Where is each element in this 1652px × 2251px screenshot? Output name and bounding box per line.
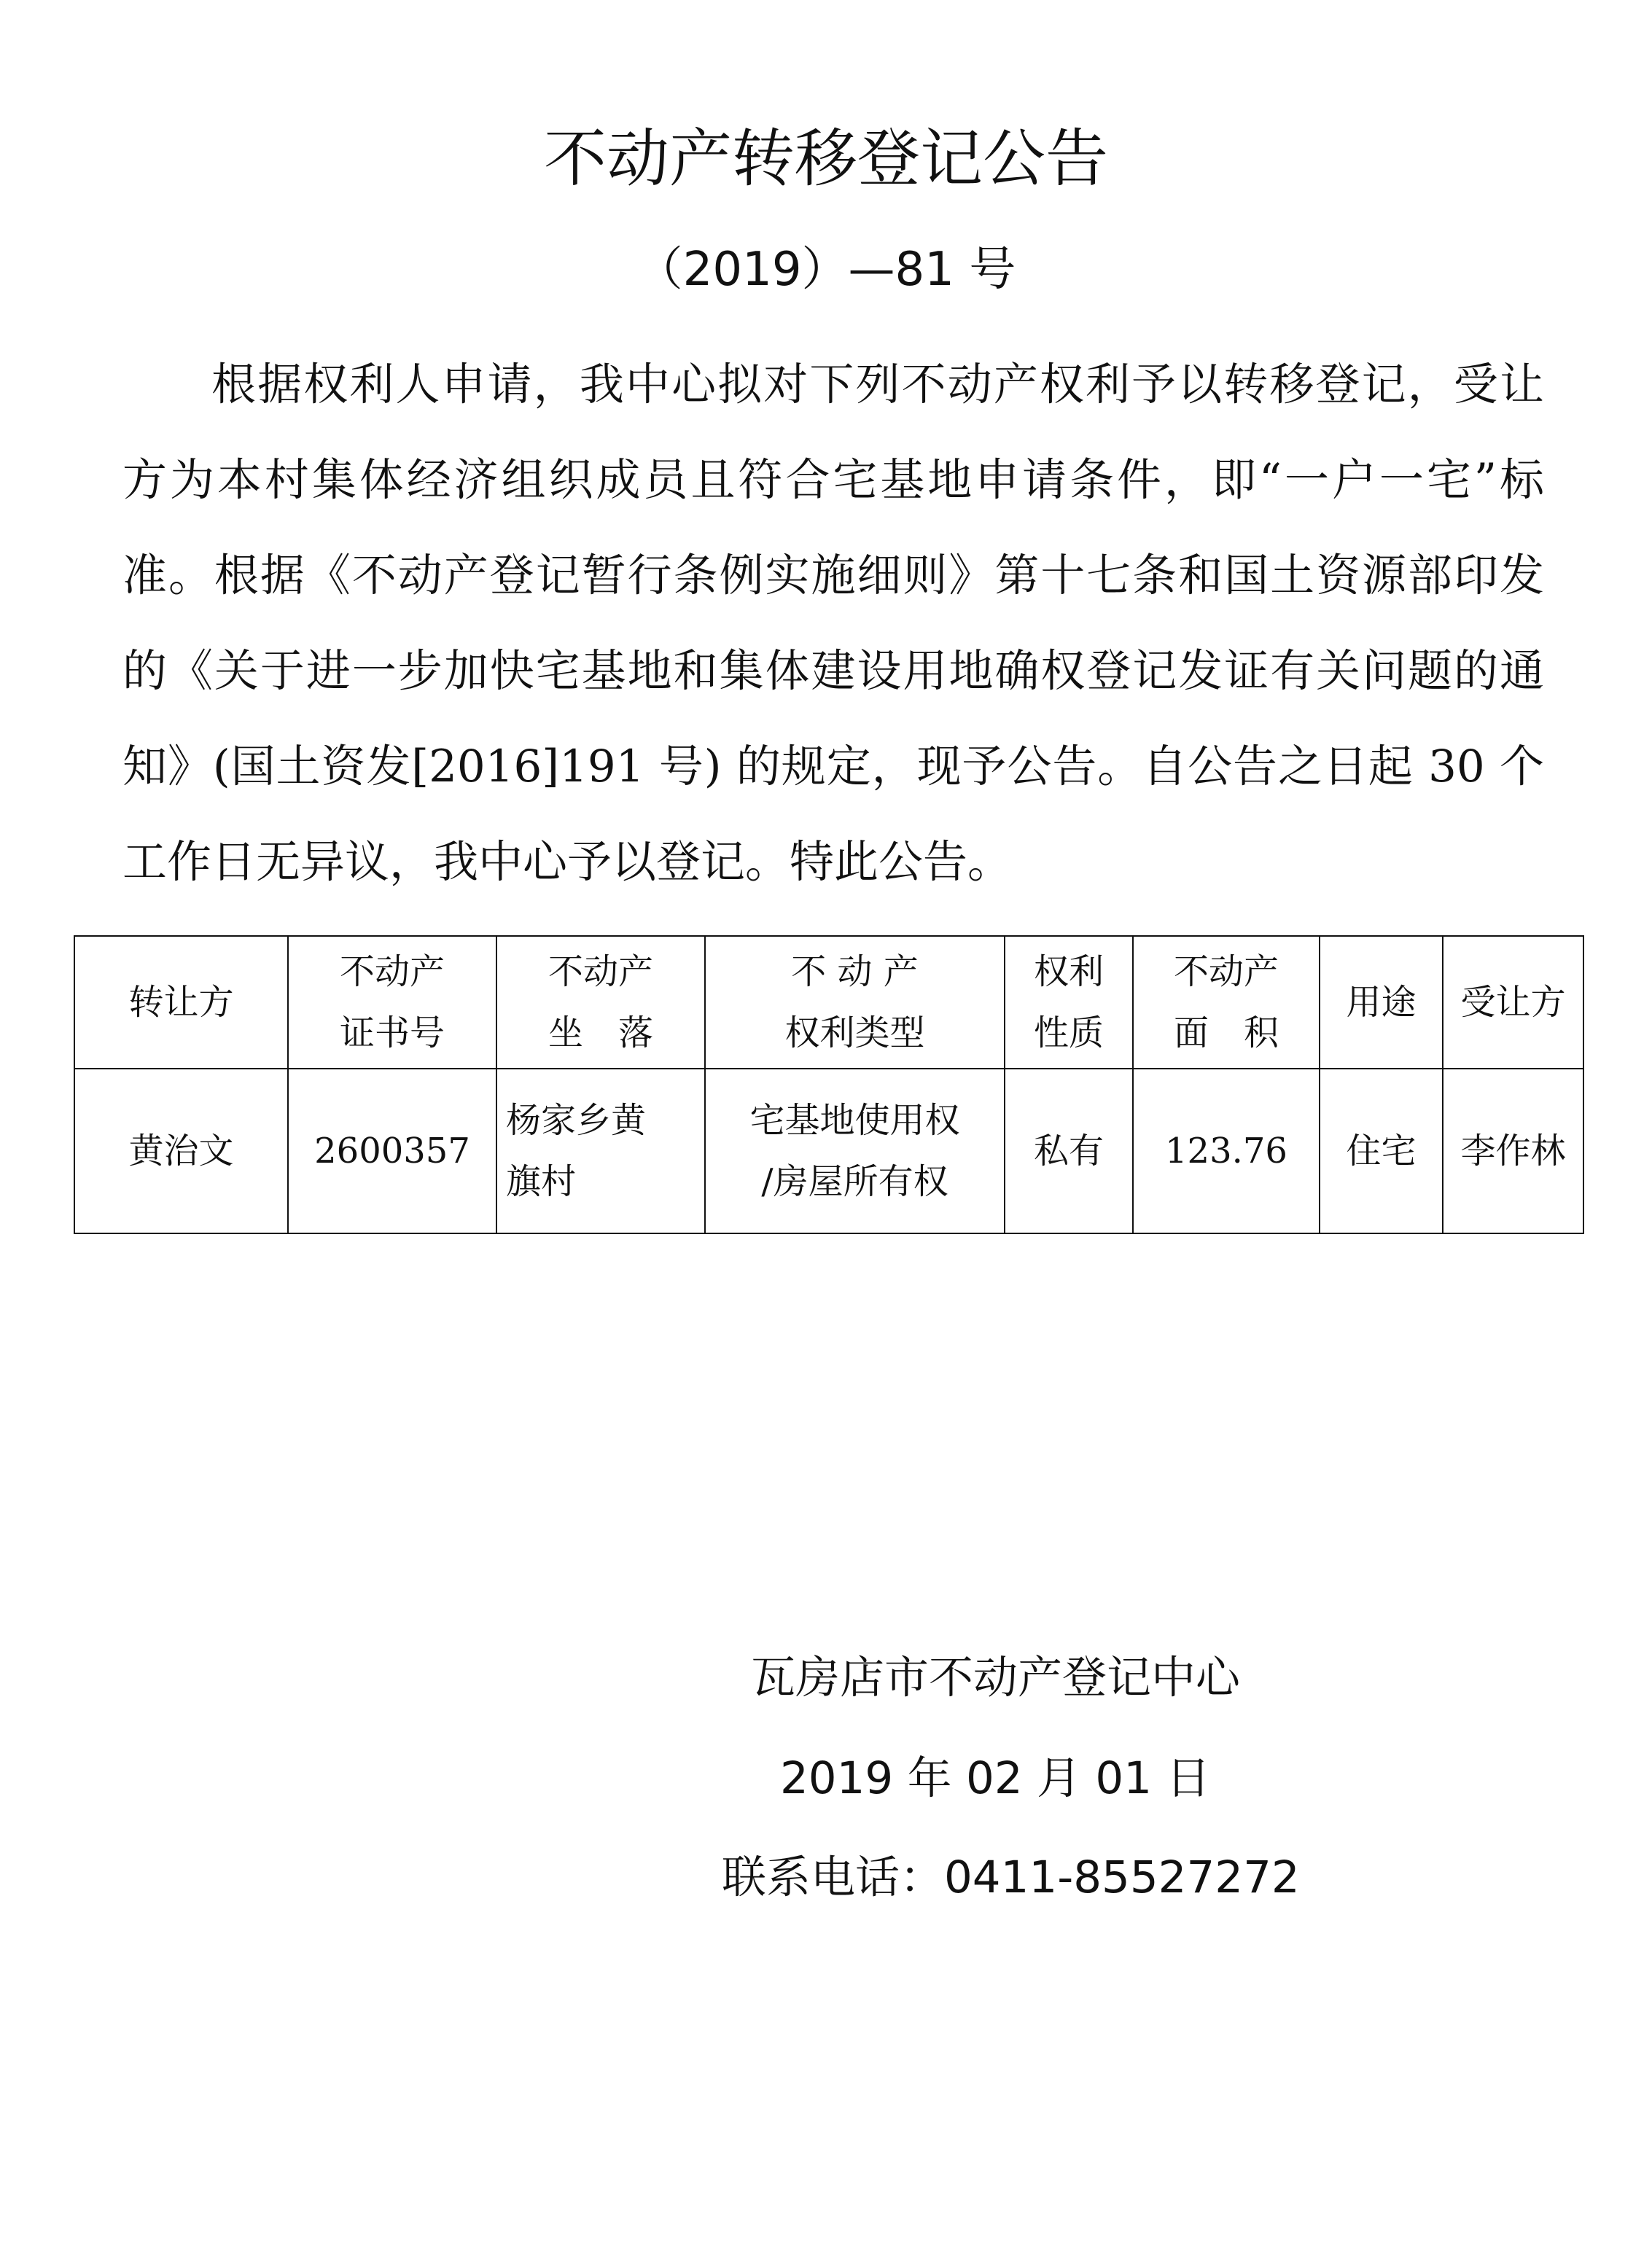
header-nature-line1: 权利 [1033,951,1104,992]
cell-right-type-line1: 宅基地使用权 [749,1100,960,1141]
cell-location [496,1069,705,1233]
cell-location-line2: 旗村 [506,1161,577,1202]
notice-paragraph: 根据权利人申请，我中心拟对下列不动产权利予以转移登记，受让方为本村集体经济组织成员且符合宅基地申请条件，即“一户一宅”标准。根据《不动产登记暂行条例实施细则》第十七条和国土资源部印发的《关于进一步加快宅基地和集体建设用地确权登记发证有关问题的通知》(国土资发[2016]191 号) 的规定，现予公告。自公告之日起 30 个工作日无异议，我中心予以登记。特此公告。 [122,359,1544,888]
header-certificate-no [288,936,496,1069]
header-right-type [705,936,1005,1069]
header-certificate-line2: 证书号 [339,1013,445,1053]
header-location-line1: 不动产 [548,951,653,992]
header-transferor [74,936,288,1069]
header-right-type-line2: 权利类型 [784,1013,925,1053]
header-transferor-label: 转让方 [128,982,234,1023]
notice-body [122,337,1544,910]
contact-phone: 联系电话：0411-85527272 [722,1852,1300,1903]
cell-transferee: 李作林 [1443,1069,1583,1233]
header-nature-line2: 性质 [1033,1013,1104,1053]
cell-area: 123.76 [1133,1069,1320,1233]
header-nature [1005,936,1133,1069]
header-transferee-label: 受让方 [1460,982,1566,1023]
cell-right-type-line2: /房屋所有权 [761,1161,948,1202]
header-area-line1: 不动产 [1173,951,1279,992]
header-usage-label: 用途 [1346,982,1417,1023]
cell-certificate-no: 2600357 [288,1069,496,1233]
transfer-table [74,935,1584,1234]
header-certificate-line1: 不动产 [339,951,445,992]
cell-right-type [705,1069,1005,1233]
cell-usage: 住宅 [1320,1069,1443,1233]
header-area-line2: 面 积 [1173,1013,1279,1053]
header-location-line2: 坐 落 [548,1013,653,1053]
header-usage [1320,936,1443,1069]
issuing-organization: 瓦房店市不动产登记中心 [751,1652,1241,1704]
cell-transferor: 黄治文 [74,1069,288,1233]
header-transferee [1443,936,1583,1069]
header-location [496,936,705,1069]
cell-nature: 私有 [1005,1069,1133,1233]
document-number: （2019）—81 号 [636,243,1016,297]
header-right-type-line1: 不 动 产 [791,951,919,992]
issue-date: 2019 年 02 月 01 日 [780,1752,1211,1804]
cell-location-line1: 杨家乡黄 [506,1100,647,1141]
page-title: 不动产转移登记公告 [544,122,1108,195]
table-row [74,1069,1583,1233]
header-area [1133,936,1320,1069]
table-header-row [74,936,1583,1069]
